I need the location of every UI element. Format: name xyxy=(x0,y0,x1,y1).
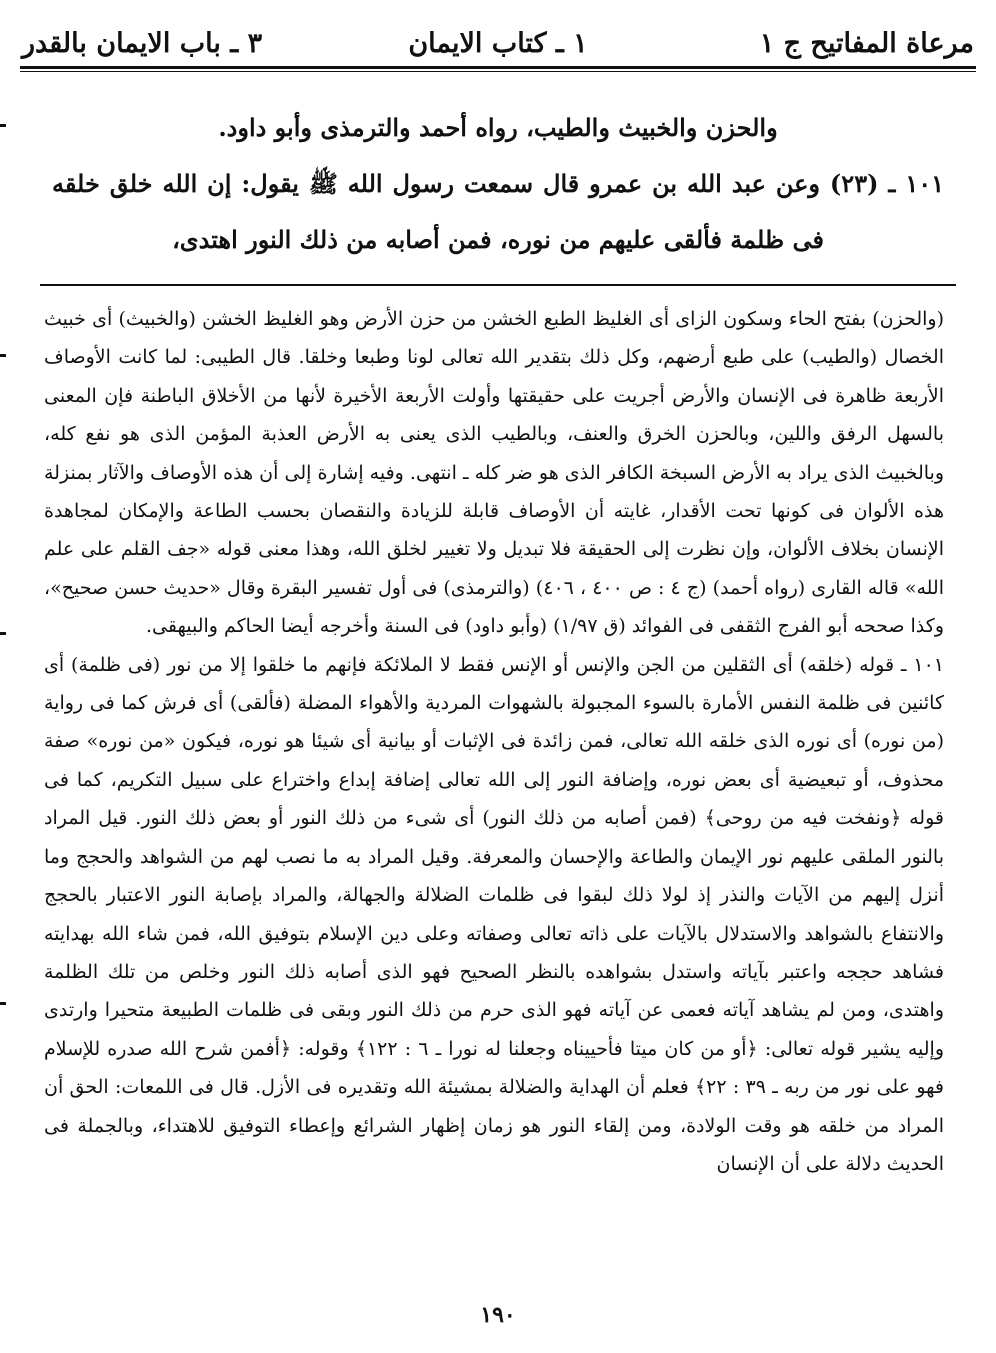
hadith-line-1: والحزن والخبيث والطيب، رواه أحمد والترمذى وأبو داود. xyxy=(218,113,778,142)
margin-mark xyxy=(0,124,6,127)
header-rule xyxy=(20,66,976,69)
section-divider xyxy=(40,284,956,286)
running-title-center: ١ ـ كتاب الايمان xyxy=(408,28,588,59)
hadith-line-2: ١٠١ ـ (٢٣) وعن عبد الله بن عمرو قال سمعت رسول الله ﷺ يقول: إن الله خلق خلقه فى ظلمة فألقى عليهم من نوره، فمن أصابه من ذلك النور اهتدى، xyxy=(52,169,944,254)
running-title-right: مرعاة المفاتيح ج ١ xyxy=(759,28,974,59)
page-number: ١٩٠ xyxy=(480,1302,516,1328)
commentary-body xyxy=(44,300,944,1183)
margin-mark xyxy=(0,632,6,635)
commentary-paragraph-2: ١٠١ ـ قوله (خلقه) أى الثقلين من الجن والإنس أو الإنس فقط لا الملائكة فإنهم ما خلقوا إلا من نور (فى ظلمة) أى كائنين فى ظلمة النفس الأمارة بالسوء المجبولة بالشهوات المردية والأهواء المضلة (فألقى) أى فرش كما فى رواية (من نوره) أى نوره الذى خلقه الله تعالى، فمن زائدة فى الإثبات أو بيانية أى شيئا هو نوره، فيكون «من نوره» صفة محذوف، أو تبعيضية أى بعض نوره، وإضافة النور إلى الله تعالى إضافة إبداع واختراع على سبيل التكريم، كما فى قوله ﴿ونفخت فيه من روحى﴾ (فمن أصابه من ذلك النور) أى شىء من ذلك النور أو بعض ذلك النور. قيل المراد بالنور الملقى عليهم نور الإيمان والطاعة والإحسان والمعرفة. وقيل المراد به ما نصب لهم من الشواهد والحجج وما أنزل إليهم من الآيات والنذر إذ لولا ذلك لبقوا فى ظلمات الضلالة والجهالة، والمراد بإصابة النور الاعتبار بالحجج والانتفاع بالشواهد والاستدلال بالآيات على ذاته تعالى وصفاته وعلى دين الإسلام بتوفيق الله، فمن شاء الله بهدايته فشاهد حججه واعتبر بآياته واستدل بشواهده بالنظر الصحيح فهو الذى أصابه ذلك النور وخلص من تلك الظلمة واهتدى، ومن لم يشاهد آياته فعمى عن آياته فهو الذى حرم من ذلك النور وبقى فى ظلمات الطبيعة متحيرا وارتدى وإليه يشير قوله تعالى: ﴿أو من كان ميتا فأحييناه وجعلنا له نورا ـ ٦ : ١٢٢﴾ وقوله: ﴿أفمن شرح الله صدره للإسلام فهو على نور من ربه ـ ٣٩ : ٢٢﴾ فعلم أن الهداية والضلالة بمشيئة الله وتقديره فى الأزل. قال فى اللمعات: الحق أن المراد من خلقه هو وقت الولادة، ومن إلقاء النور هو زمان إظهار الشرائع وإعطاء التوفيق للاهتداء، وبالجملة فى الحديث دلالة على أن الإنسان xyxy=(44,653,944,1175)
margin-mark xyxy=(0,1002,6,1005)
running-title-left: ٣ ـ باب الايمان بالقدر xyxy=(22,28,263,59)
header-rule-thin xyxy=(20,71,976,72)
margin-mark xyxy=(0,354,6,357)
hadith-text xyxy=(52,100,944,268)
commentary-paragraph-1: (والحزن) بفتح الحاء وسكون الزاى أى الغليظ الطبع الخشن من حزن الأرض وهو الغليظ الخشن (والخبيث) أى خبيث الخصال (والطيب) على طبع أرضهم، وكل ذلك بتقدير الله تعالى لونا وطبعا وخلقا. قال الطيبى: لما كانت الأوصاف الأربعة ظاهرة فى الإنسان والأرض أجريت على حقيقتها وأولت الأربعة الأخيرة لأنها من الأخلاق الباطنة فإن المعنى بالسهل الرفق واللين، وبالحزن الخرق والعنف، وبالطيب الذى يعنى به الأرض العذبة المؤمن الذى هو نفع كله، وبالخبيث الذى يراد به الأرض السبخة الكافر الذى هو ضر كله ـ انتهى. وفيه إشارة إلى أن هذه الأوصاف والآثار بمنزلة هذه الألوان فى كونها تحت الأقدار، غايته أن الأوصاف قابلة للزيادة والنقصان بحسب الطاعة والإمكان لمجاهدة الإنسان بخلاف الألوان، وإن نظرت إلى الحقيقة فلا تبديل ولا تغيير لخلق الله، وهذا معنى قوله «جف القلم على علم الله» قاله القارى (رواه أحمد) (ج ٤ : ص ٤٠٠ ، ٤٠٦) (والترمذى) فى أول تفسير البقرة وقال «حديث حسن صحيح»، وكذا صححه أبو الفرج الثقفى فى الفوائد (ق ١/٩٧) (وأبو داود) فى السنة وأخرجه أيضا الحاكم والبيهقى. xyxy=(44,308,945,638)
running-header xyxy=(22,22,974,66)
